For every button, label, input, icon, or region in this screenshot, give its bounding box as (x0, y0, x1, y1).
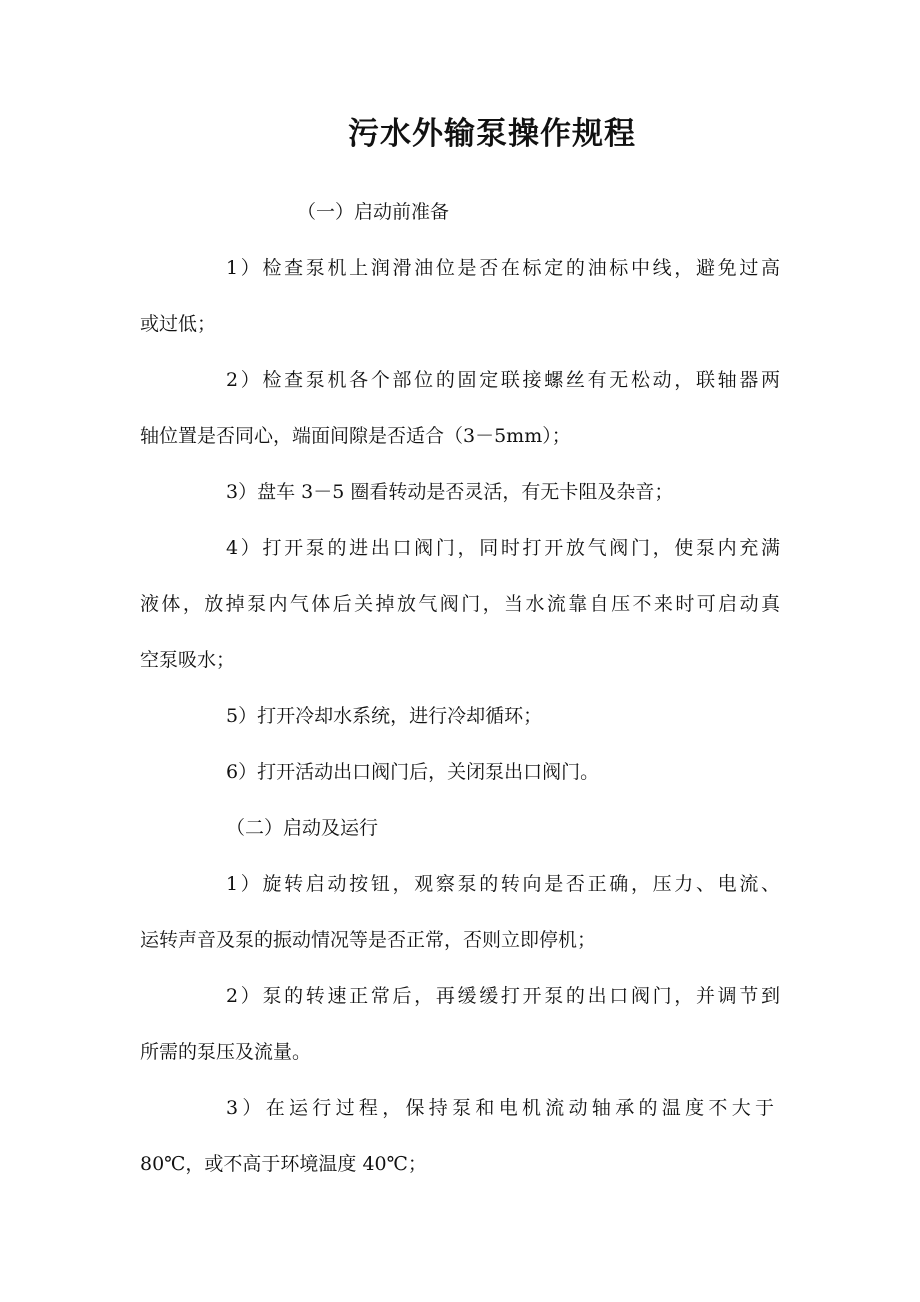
paragraph-line: 5）打开冷却水系统，进行冷却循环； (226, 705, 543, 727)
paragraph-line: 所需的泵压及流量。 (140, 1041, 312, 1063)
paragraph-line: 2）检查泵机各个部位的固定联接螺丝有无松动，联轴器两 (226, 369, 780, 391)
paragraph-line: 4）打开泵的进出口阀门，同时打开放气阀门，使泵内充满 (226, 537, 780, 559)
paragraph-line: 1）检查泵机上润滑油位是否在标定的油标中线，避免过高 (226, 257, 780, 279)
document-title: 污水外输泵操作规程 (348, 116, 636, 152)
section-heading-preparation: （一）启动前准备 (297, 201, 450, 223)
paragraph-line: 1）旋转启动按钮，观察泵的转向是否正确，压力、电流、 (226, 873, 780, 895)
paragraph-line: 6）打开活动出口阀门后，关闭泵出口阀门。 (226, 761, 600, 783)
paragraph-line: 液体，放掉泵内气体后关掉放气阀门，当水流靠自压不来时可启动真 (140, 593, 780, 615)
paragraph-line: 运转声音及泵的振动情况等是否正常，否则立即停机； (140, 929, 597, 951)
section-heading-startup: （二）启动及运行 (226, 817, 379, 839)
paragraph-line: 轴位置是否同心，端面间隙是否适合（3－5mm）； (140, 425, 571, 447)
paragraph-line: 或过低； (140, 313, 217, 335)
paragraph-line: 2）泵的转速正常后，再缓缓打开泵的出口阀门，并调节到 (226, 985, 780, 1007)
paragraph-line: 3）在运行过程，保持泵和电机流动轴承的温度不大于 (226, 1097, 774, 1119)
paragraph-line: 空泵吸水； (140, 649, 236, 671)
paragraph-line: 80℃，或不高于环境温度 40℃； (140, 1153, 427, 1175)
paragraph-line: 3）盘车 3－5 圈看转动是否灵活，有无卡阻及杂音； (226, 481, 674, 503)
